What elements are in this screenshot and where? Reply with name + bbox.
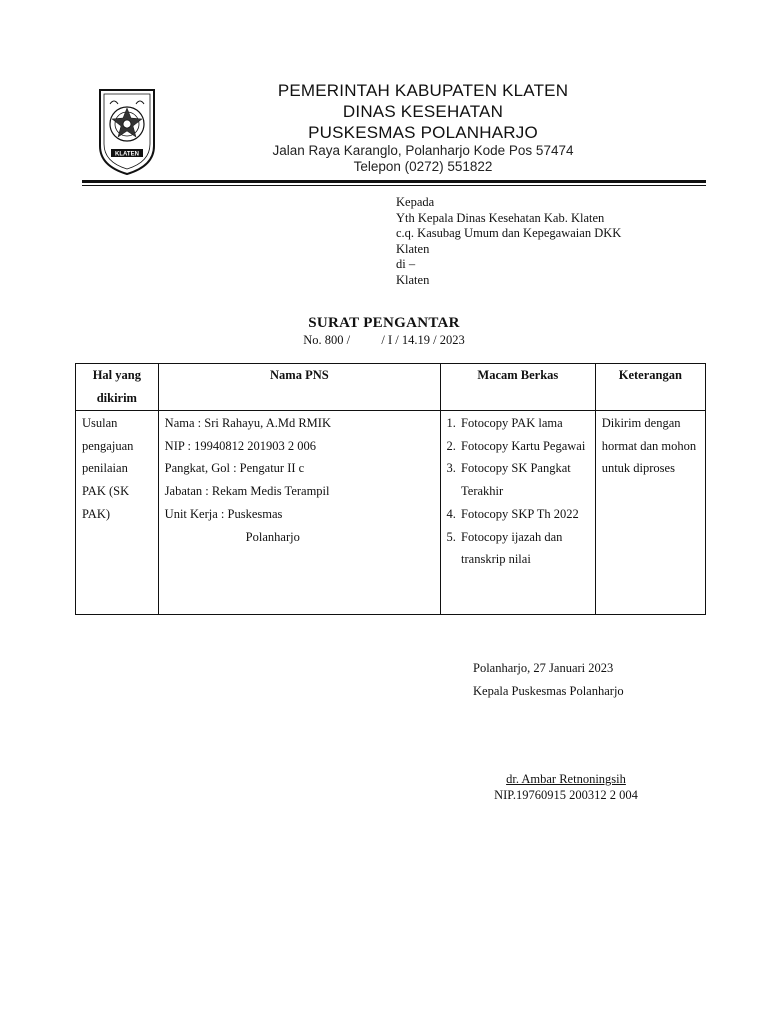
employee-name: Nama : Sri Rahayu, A.Md RMIK bbox=[164, 416, 331, 430]
signer-name: dr. Ambar Retnoningsih bbox=[506, 772, 626, 786]
employee-unit: Unit Kerja : Puskesmas bbox=[164, 506, 283, 521]
recipient-line: Kepada bbox=[396, 195, 435, 209]
column-header: Macam Berkas bbox=[441, 364, 596, 411]
recipient-line: Klaten bbox=[396, 272, 430, 287]
recipient-block bbox=[396, 195, 621, 289]
table-row bbox=[76, 411, 706, 615]
employee-unit-cont: Polanharjo bbox=[245, 529, 300, 544]
files-list bbox=[441, 411, 595, 571]
list-item: 5. Fotocopy ijazah dan transkrip nilai bbox=[459, 526, 593, 571]
table-header-row bbox=[76, 364, 706, 411]
letter-number: No. 800 / / I / 14.19 / 2023 bbox=[303, 333, 465, 347]
klaten-coat-of-arms-logo bbox=[96, 86, 158, 176]
recipient-line: di – bbox=[396, 257, 416, 272]
signature-block bbox=[473, 657, 624, 703]
agency-name: DINAS KESEHATAN bbox=[342, 102, 504, 121]
recipient-line: Yth Kepala Dinas Kesehatan Kab. Klaten bbox=[396, 210, 605, 225]
list-item: 3. Fotocopy SK Pangkat Terakhir bbox=[459, 457, 593, 502]
column-header: Hal yang dikirim bbox=[76, 364, 159, 411]
subject-text: Usulan pengajuan penilaian PAK (SK PAK) bbox=[82, 416, 134, 521]
government-name: PEMERINTAH KABUPATEN KLATEN bbox=[277, 81, 569, 100]
signer-nip: NIP.19760915 200312 2 004 bbox=[494, 788, 638, 802]
office-name: PUSKESMAS POLANHARJO bbox=[308, 123, 538, 142]
place-date: Polanharjo, 27 Januari 2023 bbox=[473, 661, 614, 675]
list-item: 4. Fotocopy SKP Th 2022 bbox=[459, 503, 593, 526]
recipient-line: c.q. Kasubag Umum dan Kepegawaian DKK bbox=[396, 226, 622, 241]
column-header: Keterangan bbox=[595, 364, 705, 411]
employee-nip: NIP : 19940812 201903 2 006 bbox=[164, 438, 316, 453]
office-address: Jalan Raya Karanglo, Polanharjo Kode Pos 57474 bbox=[272, 143, 574, 158]
remark-text: Dikirim dengan hormat dan mohon untuk diproses bbox=[601, 416, 697, 476]
letter-title: SURAT PENGANTAR bbox=[308, 315, 460, 331]
employee-position: Jabatan : Rekam Medis Terampil bbox=[164, 484, 330, 499]
office-phone: Telepon (0272) 551822 bbox=[353, 159, 493, 174]
signer-position: Kepala Puskesmas Polanharjo bbox=[473, 684, 624, 698]
letterhead-rule-thick bbox=[82, 180, 706, 183]
list-item: 2. Fotocopy Kartu Pegawai bbox=[459, 435, 593, 458]
letterhead bbox=[200, 80, 646, 175]
files-cell bbox=[441, 411, 596, 615]
remark-cell bbox=[595, 411, 705, 615]
letterhead-rule-thin bbox=[82, 185, 706, 186]
signer-block bbox=[476, 771, 656, 803]
subject-cell bbox=[76, 411, 159, 615]
employee-rank: Pangkat, Gol : Pengatur II c bbox=[164, 461, 305, 476]
svg-text:KLATEN: KLATEN bbox=[115, 151, 139, 158]
list-item: 1. Fotocopy PAK lama bbox=[459, 412, 593, 435]
column-header: Nama PNS bbox=[158, 364, 440, 411]
recipient-line: Klaten bbox=[396, 241, 430, 256]
employee-cell bbox=[158, 411, 440, 615]
document-table bbox=[75, 363, 706, 615]
